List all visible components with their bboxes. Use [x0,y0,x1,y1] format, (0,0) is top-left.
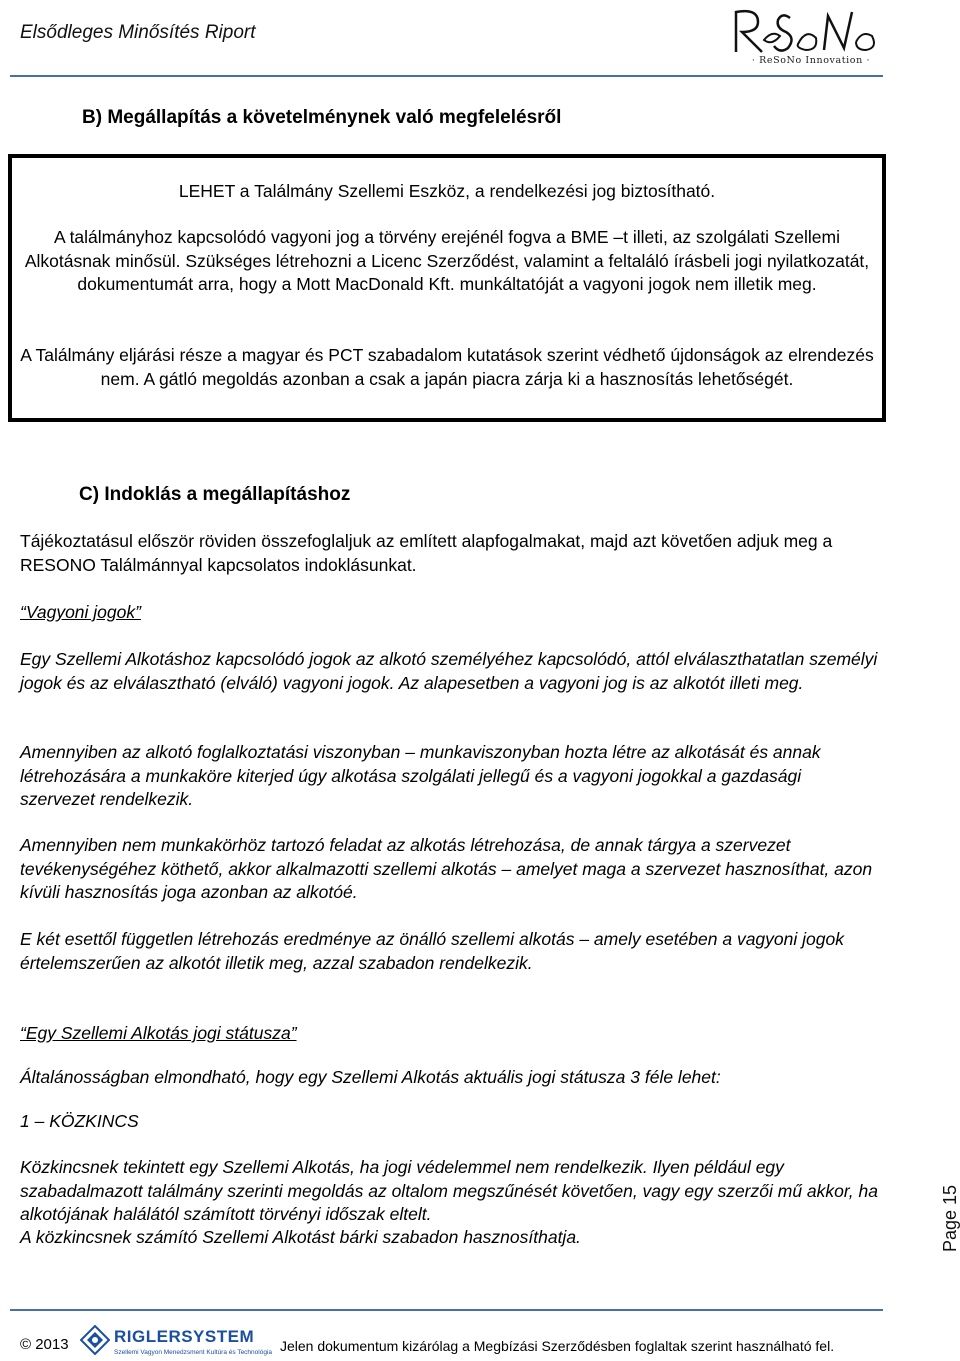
property-rights-paragraph-1: Egy Szellemi Alkotáshoz kapcsolódó jogok az alkotó személyéhez kapcsolódó, attól elválaszthatatlan személyi jogok és az elválasztható (elváló) vagyoni jogok. Az alapesetben a vagyoni jog is az alkotót illeti meg. [20,649,878,693]
legal-status-intro: Általánosságban elmondható, hogy egy Szellemi Alkotás aktuális jogi státusza 3 féle lehet: [20,1067,721,1087]
section-b-heading: B) Megállapítás a követelménynek való megfelelésről [82,107,562,128]
footer-copyright: © 2013 [20,1336,69,1353]
conclusion-box [8,154,886,422]
property-rights-paragraph-4: E két esettől független létrehozás eredménye az önálló szellemi alkotás – amely esetében a vagyoni jogok értelemszerűen az alkotót illetik meg, azzal szabadon rendelkezik. [20,929,844,973]
conclusion-novelty: A Találmány eljárási része a magyar és PCT szabadalom kutatások szerint védhető újdonságok az elrendezés nem. A gátló megoldás azonban a csak a japán piacra zárja ki a hasznosítás lehetőségét. [20,345,874,389]
conclusion-statement: LEHET a Találmány Szellemi Eszköz, a rendelkezési jog biztosítható. [178,181,716,201]
public-domain-paragraph: Közkincsnek tekintett egy Szellemi Alkotás, ha jogi védelemmel nem rendelkezik. Ilyen például egy szabadalmazott találmány szerinti megoldás az oltalom megszűnését követően, vagy egy szerzői mű akkor, ha alkotójának halálától számított törvényi időszak eltelt. [20,1157,878,1224]
report-title: Elsődleges Minősítés Riport [20,22,256,43]
logo-subtitle: · ReSoNo Innovation · [751,55,871,66]
conclusion-rights: A találmányhoz kapcsolódó vagyoni jog a törvény erejénél fogva a BME –t illeti, az szolgálati Szellemi Alkotásnak minősül. Szükséges létrehozni a Licenc Szerződést, valamint a feltaláló írásbeli jogi nyilatkozatát, dokumentumát arra, hogy a Mott MacDonald Kft. munkáltatóját a vagyoni jogok nem illetik meg. [24,227,870,294]
property-rights-paragraph-3: Amennyiben nem munkakörhöz tartozó feladat az alkotás létrehozása, de annak tárgya a szervezet tevékenységéhez köthető, akkor alkalmazotti szellemi alkotás – amelyet maga a szervezet hasznosíthat, azon kívüli hasznosítás joga azonban az alkotóé. [20,835,873,902]
public-domain-usage: A közkincsnek számító Szellemi Alkotást bárki szabadon hasznosíthatja. [20,1227,581,1247]
legal-status-item-1: 1 – KÖZKINCS [20,1111,139,1131]
page-number: Page 15 [940,1184,960,1252]
property-rights-paragraph-2: Amennyiben az alkotó foglalkoztatási viszonyban – munkaviszonyban hozta létre az alkotását és annak létrehozására a munkaköre kiterjed úgy alkotása szolgálati jellegű és a vagyoni jogokkal a gazdasági szervezet rendelkezik. [20,742,821,809]
section-c-intro: Tájékoztatásul először röviden összefoglaljuk az említett alapfogalmakat, majd azt követően adjuk meg a RESONO Találmánnyal kapcsolatos indoklásunkat. [20,531,833,575]
footer-brand: RIGLERSYSTEM [114,1327,255,1346]
riglersystem-logo-icon [80,1325,110,1355]
subsection-property-rights-title: “Vagyoni jogok” [20,602,141,622]
section-c-heading: C) Indoklás a megállapításhoz [79,484,351,505]
footer-brand-tagline: Szellemi Vagyon Menedzsment Kultúra és Technológia [114,1349,273,1356]
header-rule [10,75,883,77]
footer-usage-note: Jelen dokumentum kizárólag a Megbízási Szerződésben foglaltak szerint használható fel. [280,1338,835,1354]
footer-rule [10,1309,883,1311]
subsection-legal-status-title: “Egy Szellemi Alkotás jogi státusza” [20,1023,297,1043]
